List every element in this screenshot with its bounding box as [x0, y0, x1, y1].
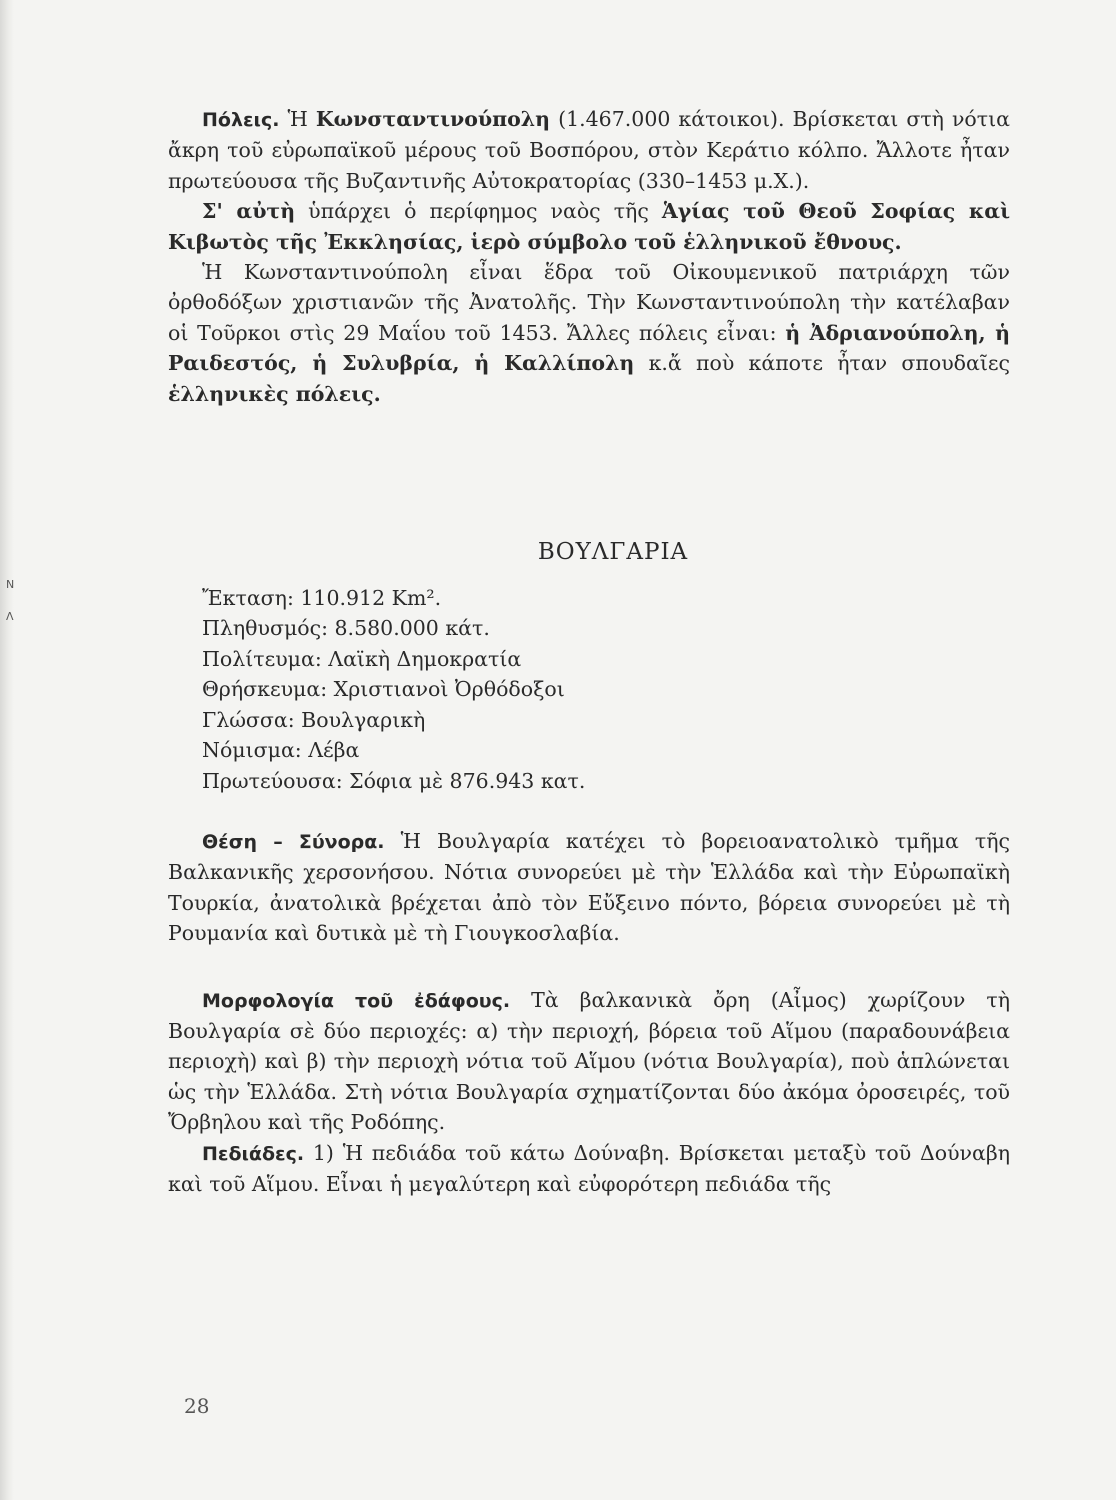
- paragraph-patriarchate: Ἡ Κωνσταντινούπολη εἶναι ἕδρα τοῦ Οἰκουμενικοῦ πατριάρχη τῶν ὀρθοδόξων χριστιανῶν τῆς Ἀνατολῆς. Τὴν Κωνσταντινούπολη τὴν κατέλαβαν οἱ Τοῦρκοι στὶς 29 Μαΐου τοῦ 1453. Ἄλλες πόλεις εἶναι: ἡ Ἀδριανούπολη, ἡ Ραιδεστός, ἡ Συλυβρία, ἡ Καλλίπολη κ.ἄ ποὺ κάποτε ἦταν σπουδαῖες ἑλληνικὲς πόλεις.: [168, 260, 1010, 406]
- paragraph-morphology: Μορφολογία τοῦ ἐδάφους. Τὰ βαλκανικὰ ὄρη (Αἶμος) χωρίζουν τὴ Βουλγαρία σὲ δύο περιοχές: α) τὴν περιοχή, βόρεια τοῦ Αἵμου (παραδουνάβεια περιοχὴ) καὶ β) τὴν περιοχὴ νότια τοῦ Αἵμου (νότια Βουλγαρία), ποὺ ἁπλώνεται ὡς τὴν Ἑλλάδα. Στὴ νότια Βουλγαρία σχηματίζονται δύο ἀκόμα ὀροσειρές, τοῦ Ὄρβηλου καὶ τῆς Ροδόπης.: [168, 987, 1010, 1135]
- fact-government: Πολίτευμα: Λαϊκὴ Δημοκρατία: [202, 646, 522, 671]
- edge-mark-lambda: Λ: [6, 610, 14, 623]
- section-label-position: Θέση – Σύνορα.: [202, 830, 385, 853]
- section-label-plains: Πεδιάδες.: [202, 1142, 305, 1165]
- fact-language: Γλώσσα: Βουλγαρικὴ: [202, 707, 426, 732]
- country-facts-list: [202, 583, 1010, 796]
- fact-area: Ἔκταση: 110.912 Km².: [202, 586, 442, 611]
- edge-mark-n: N: [6, 578, 15, 591]
- paragraph-position-borders: Θέση – Σύνορα. Ἡ Βουλγαρία κατέχει τὸ βορειοανατολικὸ τμῆμα τῆς Βαλκανικῆς χερσονήσου. Νότια συνορεύει μὲ τὴν Ἑλλάδα καὶ τὴν Εὐρωπαϊκὴ Τουρκία, ἀνατολικὰ βρέχεται ἀπὸ τὸν Εὔξεινο πόντο, βόρεια συνορεύει μὲ τὴ Ρουμανία καὶ δυτικὰ μὲ τὴ Γιουγκοσλαβία.: [168, 828, 1010, 946]
- scanned-page-edge: [0, 0, 14, 1500]
- paragraph-cities: Πόλεις. Ἡ Κωνσταντινούπολη (1.467.000 κάτοικοι). Βρίσκεται στὴ νότια ἄκρη τοῦ εὐρωπαϊκοῦ μέρους τοῦ Βοσπόρου, στὸν Κεράτιο κόλπο. Ἄλλοτε ἦταν πρωτεύουσα τῆς Βυζαντινῆς Αὐτοκρατορίας (330–1453 μ.Χ.).: [168, 107, 1010, 193]
- paragraph-hagia-sophia: Σ' αὐτὴ ὑπάρχει ὁ περίφημος ναὸς τῆς Ἁγίας τοῦ Θεοῦ Σοφίας καὶ Κιβωτὸς τῆς Ἐκκλησίας, ἱερὸ σύμβολο τοῦ ἑλληνικοῦ ἔθνους.: [168, 199, 1010, 254]
- section-heading-bulgaria: ΒΟΥΛΓΑΡΙΑ: [537, 539, 689, 566]
- fact-religion: Θρήσκευμα: Χριστιανοὶ Ὀρθόδοξοι: [202, 677, 565, 702]
- fact-currency: Νόμισμα: Λέβα: [202, 738, 360, 763]
- fact-population: Πληθυσμός: 8.580.000 κάτ.: [202, 616, 490, 641]
- city-constantinople: Κωνσταντινούπολη: [315, 107, 551, 131]
- page-number: 28: [184, 1394, 210, 1418]
- page-body: [168, 104, 1010, 1199]
- paragraph-plains: Πεδιάδες. 1) Ἡ πεδιάδα τοῦ κάτω Δούναβη. Βρίσκεται μεταξὺ τοῦ Δούναβη καὶ τοῦ Αἵμου. Εἶναι ἡ μεγαλύτερη καὶ εὐφορότερη πεδιάδα τῆς: [168, 1140, 1010, 1196]
- section-label-cities: Πόλεις.: [202, 109, 280, 131]
- section-label-morphology: Μορφολογία τοῦ ἐδάφους.: [202, 989, 511, 1012]
- fact-capital: Πρωτεύουσα: Σόφια μὲ 876.943 κατ.: [202, 768, 586, 793]
